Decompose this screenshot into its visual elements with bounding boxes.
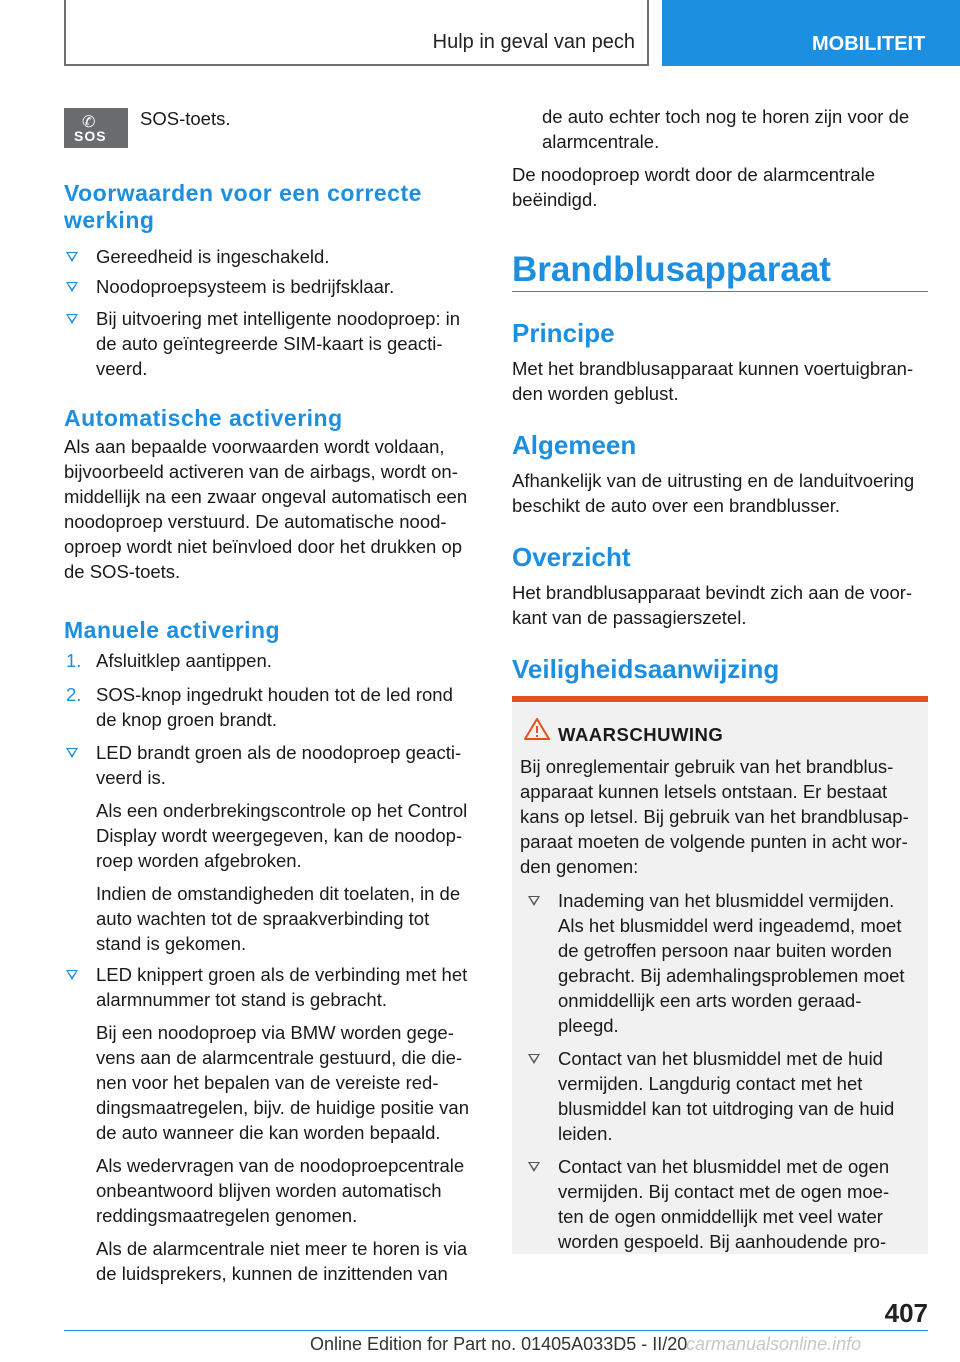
- heading-conditions-line2: werking: [64, 207, 155, 233]
- header-section-box: [64, 0, 649, 66]
- edition-info: Online Edition for Part no. 01405A033D5 - II/20: [310, 1334, 688, 1354]
- warning-triangle-icon: [524, 718, 550, 740]
- algemeen-text: Afhankelijk van de uitrusting en de landuitvoering beschikt de auto over een brandblusser.: [512, 470, 915, 516]
- auto-activation-text: Als aan bepaalde voorwaarden wordt voldaan, bijvoorbeeld activeren van de airbags, wordt on- middellijk na een zwaar ongeval automatisch een noodoproep verstuurd. De automatische nood- oproep wordt niet beïnvloed door het drukken op de SOS-toets.: [64, 436, 468, 582]
- sos-caption: SOS-toets.: [140, 108, 231, 129]
- heading-algemeen: Algemeen: [512, 430, 637, 460]
- header-chapter-box: [662, 0, 960, 66]
- heading-rule: [512, 291, 928, 292]
- heading-extinguisher: Brandblusapparaat: [512, 250, 831, 289]
- triangle-bullet-icon: [66, 314, 78, 324]
- phone-icon: ✆: [82, 114, 96, 131]
- heading-overzicht: Overzicht: [512, 542, 631, 572]
- section-title: Hulp in geval van pech: [432, 31, 635, 53]
- chapter-title: MOBILITEIT: [812, 33, 926, 55]
- triangle-bullet-icon: [66, 748, 78, 758]
- page-number: 407: [884, 1298, 928, 1328]
- watermark: carmanualsonline.info: [686, 1334, 862, 1354]
- triangle-bullet-icon: [528, 1054, 540, 1064]
- warning-title: WAARSCHUWING: [558, 724, 724, 745]
- continued-text: de auto echter toch nog te horen zijn voor de alarmcentrale.: [542, 106, 910, 152]
- call-end-text: De noodoproep wordt door de alarmcentrale beëindigd.: [512, 164, 876, 210]
- sos-button-icon: ✆ SOS: [64, 108, 128, 148]
- heading-manual-activation: Manuele activering: [64, 617, 281, 643]
- triangle-bullet-icon: [528, 896, 540, 906]
- heading-conditions-line1: Voorwaarden voor een correcte: [64, 180, 422, 206]
- triangle-bullet-icon: [66, 970, 78, 980]
- heading-safety: Veiligheidsaanwijzing: [512, 654, 780, 684]
- warning-text: Bij onreglementair gebruik van het brandblus- apparaat kunnen letsels ontstaan. Er bestaat kans op letsel. Bij gebruik van het brandblusap- paraat moeten de volgende punten in acht wor- den genomen:: [520, 756, 909, 877]
- heading-auto-activation: Automatische activering: [64, 405, 343, 431]
- triangle-bullet-icon: [66, 252, 78, 262]
- heading-principe: Principe: [512, 318, 615, 348]
- warning-box: WAARSCHUWING Bij onreglementair gebruik van het brandblus- apparaat kunnen letsels ontstaan. Er bestaat kans op letsel. Bij gebruik van het brandblusap- paraat moeten de volgende punten in acht wor- den genomen: Inademing van het blusmiddel vermijden. Als het blusmiddel werd ingeademd, moet de getroffen persoon naar buiten worden gebracht. Bij ademhalingsproblemen moet onmiddellijk een arts worden geraad- pleegd. Contact van het blusmiddel met de huid vermijden. Langdurig contact met het blusmiddel kan tot uitdroging van de huid leiden. Contact van het blusmiddel met de ogen vermijden. Bij contact met de ogen moe- ten de ogen onmiddellijk met veel water worden gespoeld. Bij aanhoudende pro-: [512, 696, 928, 1254]
- overzicht-text: Het brandblusapparaat bevindt zich aan de voor- kant van de passagierszetel.: [512, 582, 913, 628]
- triangle-bullet-icon: [66, 282, 78, 292]
- footer-rule: [64, 1330, 928, 1331]
- triangle-bullet-icon: [528, 1162, 540, 1172]
- warning-bar: [512, 696, 928, 702]
- principe-text: Met het brandblusapparaat kunnen voertuigbran- den worden geblust.: [512, 358, 914, 404]
